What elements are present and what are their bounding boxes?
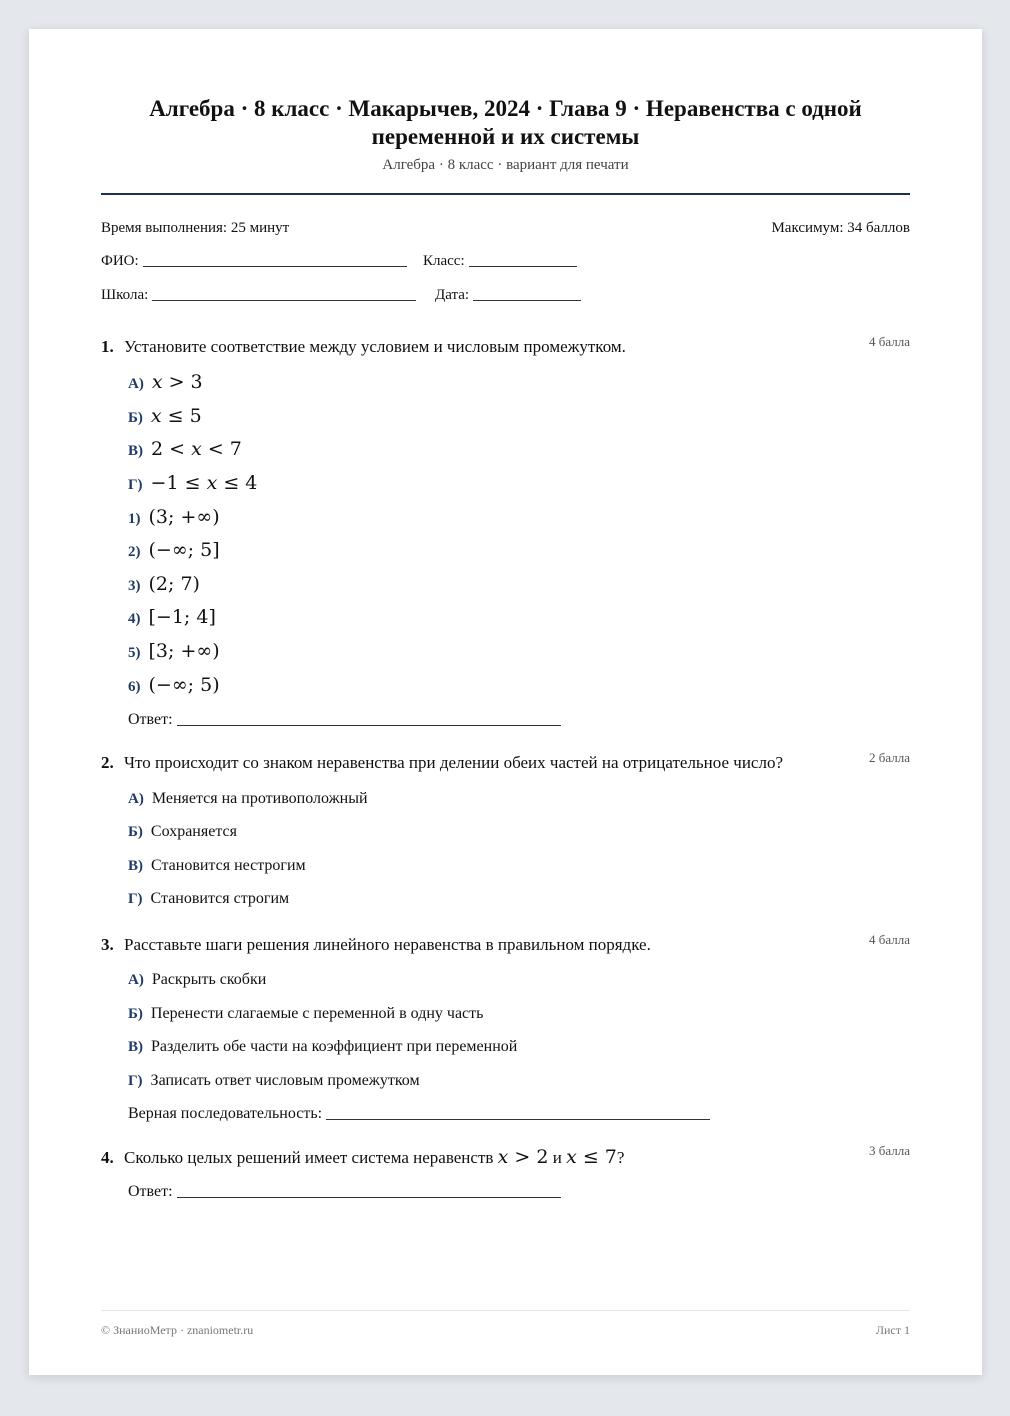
- class-input-line[interactable]: [469, 265, 577, 267]
- question-points: 3 балла: [869, 1143, 910, 1158]
- answer-input-line[interactable]: [177, 724, 561, 726]
- question-header: [101, 753, 910, 773]
- answer-field: [128, 711, 561, 729]
- option-5: [128, 640, 220, 662]
- question-text: [124, 1146, 910, 1168]
- title-line-2: переменной и их системы: [371, 124, 640, 149]
- option-1: [128, 506, 220, 528]
- option-a: [128, 790, 368, 808]
- answer-field: [128, 1183, 561, 1201]
- option-a: [128, 971, 266, 989]
- option-label: Б): [128, 824, 143, 840]
- option-math: −1 ≤ x ≤ 4: [150, 472, 258, 494]
- option-math: [3; +∞): [148, 640, 220, 662]
- question-4: [101, 1143, 910, 1200]
- option-b: [128, 405, 202, 427]
- school-field: [101, 287, 416, 304]
- option-b: [128, 823, 237, 841]
- question-1: [101, 334, 910, 728]
- option-math: x ≤ 5: [150, 405, 202, 427]
- question-2: [101, 750, 910, 907]
- option-label: Г): [128, 891, 143, 907]
- option-label: 5): [128, 645, 141, 661]
- fio-field: [101, 253, 407, 270]
- inequality-math-2: x ≤ 7: [566, 1146, 617, 1168]
- question-points: 4 балла: [869, 334, 910, 349]
- question-number: 2.: [101, 753, 114, 772]
- date-label: Дата:: [435, 287, 470, 303]
- question-text-after: ?: [616, 1148, 625, 1167]
- option-label: Б): [128, 410, 143, 426]
- option-text: Записать ответ числовым промежутком: [150, 1072, 420, 1089]
- option-label: 1): [128, 511, 141, 527]
- option-math: [−1; 4]: [148, 606, 216, 628]
- question-text: Установите соответствие между условием и числовым промежутком.: [124, 337, 626, 356]
- option-label: 4): [128, 611, 141, 627]
- question-points: 2 балла: [869, 750, 910, 765]
- option-2: [128, 539, 220, 561]
- option-label: Г): [128, 477, 143, 493]
- footer-divider: [101, 1310, 910, 1311]
- option-text: Становится строгим: [150, 890, 290, 907]
- question-number: 1.: [101, 337, 114, 356]
- date-field: [435, 287, 581, 304]
- question-text: Что происходит со знаком неравенства при делении обеих частей на отрицательное число?: [124, 753, 784, 772]
- option-label: 2): [128, 544, 141, 560]
- question-number: 4.: [101, 1148, 114, 1167]
- title-line-1: Алгебра · 8 класс · Макарычев, 2024 · Глава 9 · Неравенства с одной: [149, 96, 862, 121]
- option-label: В): [128, 858, 143, 874]
- option-g: [128, 1072, 420, 1090]
- option-label: А): [128, 791, 144, 807]
- option-3: [128, 573, 200, 595]
- page-subtitle: Алгебра · 8 класс · вариант для печати: [382, 157, 629, 173]
- option-v: [128, 438, 242, 460]
- option-text: Перенести слагаемые с переменной в одну часть: [150, 1005, 484, 1022]
- option-4: [128, 606, 216, 628]
- class-field: [423, 253, 577, 270]
- option-math: 2 < x < 7: [151, 438, 242, 460]
- option-g: [128, 890, 289, 908]
- option-text: Меняется на противоположный: [151, 790, 368, 807]
- question-text-before: Сколько целых решений имеет система неравенств: [124, 1148, 494, 1167]
- option-label: Б): [128, 1006, 143, 1022]
- option-math: (−∞; 5): [148, 674, 220, 696]
- question-text-mid: и: [552, 1148, 562, 1167]
- option-text: Разделить обе части на коэффициент при переменной: [151, 1038, 518, 1055]
- page-title: [101, 95, 910, 151]
- option-label: А): [128, 376, 144, 392]
- time-limit: Время выполнения: 25 минут: [101, 220, 290, 236]
- header-divider: [101, 193, 910, 195]
- question-header: [101, 935, 910, 955]
- option-text: Становится нестрогим: [151, 857, 306, 874]
- fio-label: ФИО:: [101, 253, 139, 269]
- sequence-answer-field: [128, 1105, 710, 1123]
- option-label: А): [128, 972, 144, 988]
- question-header: [101, 337, 910, 357]
- option-v: [128, 857, 306, 875]
- option-math: (3; +∞): [148, 506, 220, 528]
- option-label: 6): [128, 679, 141, 695]
- school-label: Школа:: [101, 287, 149, 303]
- option-label: В): [128, 1039, 143, 1055]
- option-label: В): [128, 443, 143, 459]
- option-label: Г): [128, 1073, 143, 1089]
- answer-label: Верная последовательность:: [128, 1105, 323, 1122]
- option-math: (−∞; 5]: [148, 539, 220, 561]
- date-input-line[interactable]: [473, 299, 581, 301]
- footer-copyright: © ЗнаниоМетр · znaniometr.ru: [101, 1323, 254, 1337]
- option-text: Раскрыть скобки: [151, 971, 267, 988]
- max-score: Максимум: 34 баллов: [771, 220, 910, 236]
- option-text: Сохраняется: [150, 823, 237, 840]
- inequality-math-1: x > 2: [497, 1146, 549, 1168]
- answer-label: Ответ:: [128, 1183, 173, 1200]
- option-math: x > 3: [151, 371, 203, 393]
- question-header: [101, 1146, 910, 1168]
- option-6: [128, 674, 220, 696]
- option-label: 3): [128, 578, 141, 594]
- question-3: [101, 932, 910, 1122]
- question-number: 3.: [101, 935, 114, 954]
- school-input-line[interactable]: [152, 299, 416, 301]
- answer-input-line[interactable]: [326, 1118, 710, 1120]
- footer-page-number: Лист 1: [875, 1323, 910, 1337]
- option-a: [128, 371, 203, 393]
- option-b: [128, 1005, 483, 1023]
- question-text: Расставьте шаги решения линейного неравенства в правильном порядке.: [124, 935, 651, 954]
- fio-input-line[interactable]: [143, 265, 407, 267]
- option-math: (2; 7): [148, 573, 200, 595]
- worksheet-page: [29, 29, 982, 1375]
- class-label: Класс:: [423, 253, 465, 269]
- answer-input-line[interactable]: [177, 1196, 561, 1198]
- option-g: [128, 472, 257, 494]
- answer-label: Ответ:: [128, 711, 173, 728]
- question-points: 4 балла: [869, 932, 910, 947]
- option-v: [128, 1038, 517, 1056]
